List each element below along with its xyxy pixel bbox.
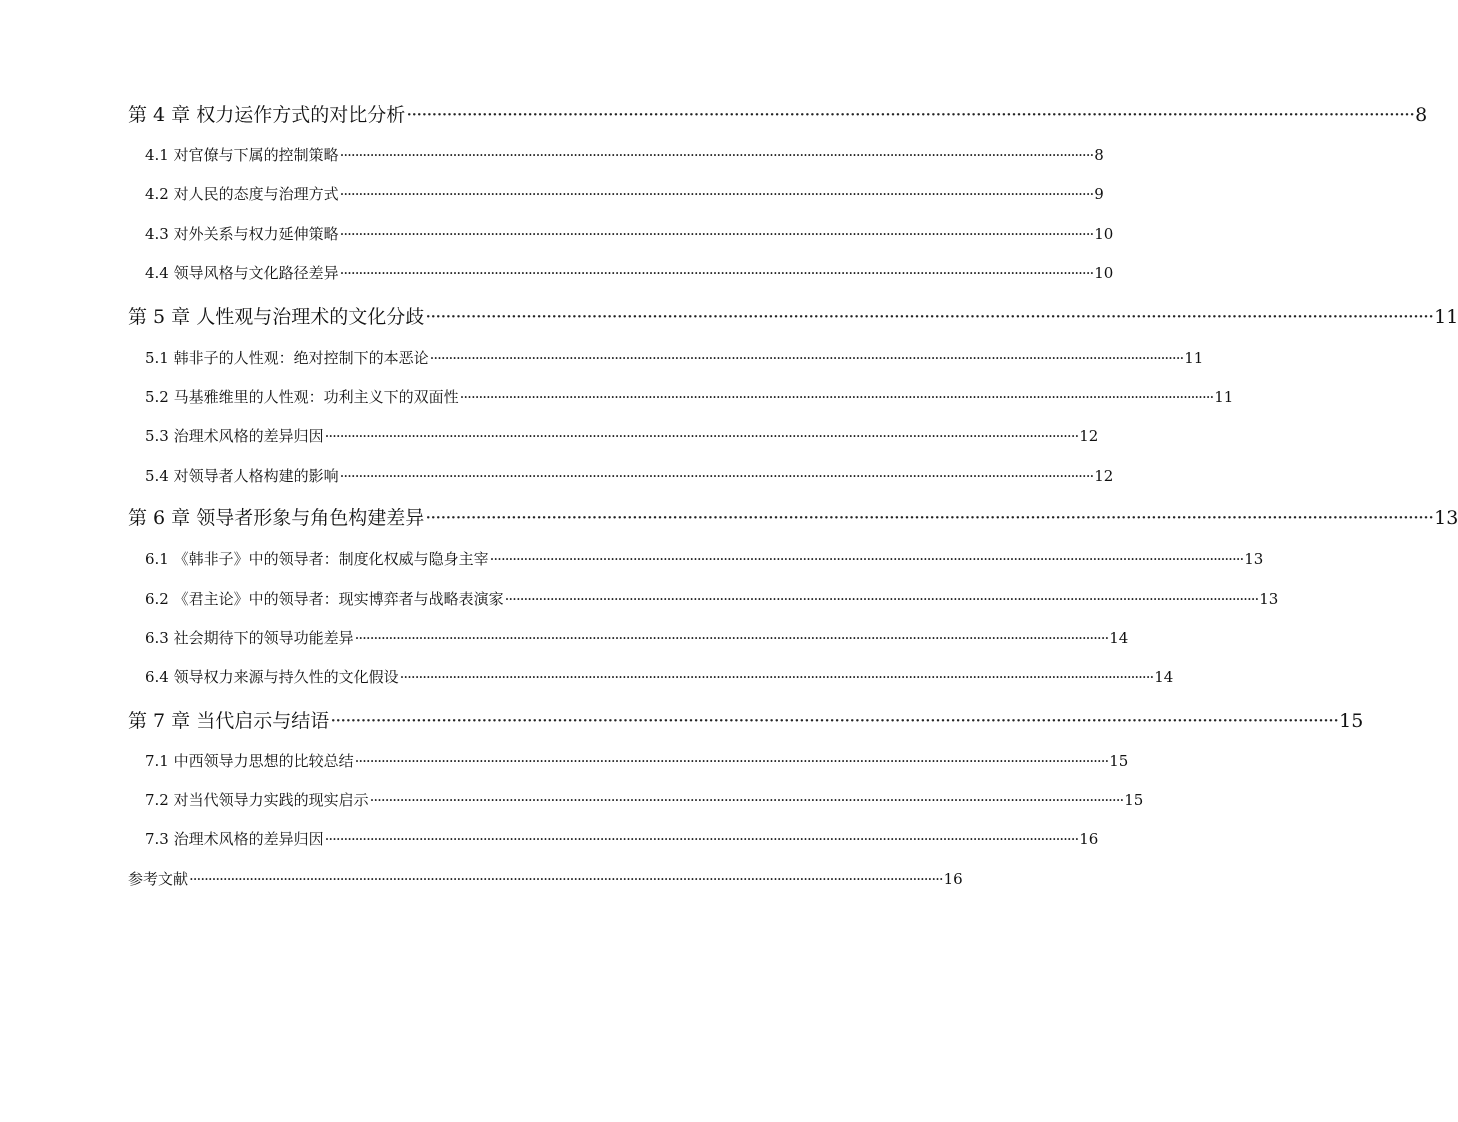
toc-leader-dots: ········································································································································································································ [354,752,1109,770]
toc-entry-title: 4.3 对外关系与权力延伸策略 [145,225,339,243]
toc-page-number: 13 [1259,590,1279,608]
toc-section-entry[interactable] [145,264,1114,282]
toc-leader-dots: ········································································································································································································ [354,629,1109,647]
toc-section-entry[interactable] [145,590,1279,608]
toc-entry-title: 5.4 对领导者人格构建的影响 [145,467,339,485]
toc-entry-title: 4.1 对官僚与下属的控制策略 [145,146,339,164]
toc-leader-dots: ········································································································································································································ [339,264,1094,282]
toc-page-number: 15 [1124,791,1144,809]
toc-chapter-entry[interactable] [128,104,1428,127]
toc-leader-dots: ········································································································································································································ [429,349,1184,367]
toc-entry-title: 5.1 韩非子的人性观：绝对控制下的本恶论 [145,349,429,367]
toc-entry-title: 7.1 中西领导力思想的比较总结 [145,752,354,770]
toc-section-entry[interactable] [145,146,1104,164]
toc-page-number: 8 [1094,146,1104,164]
toc-section-entry[interactable] [145,668,1174,686]
toc-chapter-entry[interactable] [128,306,1458,329]
toc-entry-title: 4.4 领导风格与文化路径差异 [145,264,339,282]
toc-page-number: 11 [1434,306,1458,328]
toc-chapter-entry[interactable] [128,507,1458,530]
toc-leader-dots: ········································································································································································································ [339,146,1094,164]
toc-leader-dots: ········································································································································································································ [504,590,1259,608]
toc-entry-title: 第 5 章 人性观与治理术的文化分歧 [128,306,425,328]
toc-entry-title: 6.4 领导权力来源与持久性的文化假设 [145,668,399,686]
toc-entry-title: 6.3 社会期待下的领导功能差异 [145,629,354,647]
toc-leader-dots: ········································································································································································································ [425,507,1434,529]
toc-leader-dots: ········································································································································································································ [489,550,1244,568]
toc-section-entry[interactable] [145,225,1114,243]
toc-page-number: 12 [1094,467,1114,485]
toc-entry-title: 6.1 《韩非子》中的领导者：制度化权威与隐身主宰 [145,550,489,568]
toc-entry-title: 参考文献 [128,870,189,888]
toc-page-number: 10 [1094,225,1114,243]
toc-section-entry[interactable] [145,752,1129,770]
toc-section-entry[interactable] [145,427,1099,445]
toc-entry-title: 第 7 章 当代启示与结语 [128,710,330,732]
toc-leader-dots: ········································································································································································································ [189,870,943,888]
toc-section-entry[interactable] [145,791,1144,809]
toc-section-entry[interactable] [145,830,1099,848]
toc-leader-dots: ········································································································································································································ [324,830,1079,848]
toc-page-number: 15 [1109,752,1129,770]
toc-page-number: 14 [1154,668,1174,686]
toc-section-entry[interactable] [145,550,1264,568]
toc-references-entry[interactable] [128,870,963,888]
toc-page-number: 12 [1079,427,1099,445]
toc-entry-title: 5.2 马基雅维里的人性观：功利主义下的双面性 [145,388,459,406]
toc-leader-dots: ········································································································································································································ [399,668,1154,686]
toc-entry-title: 7.2 对当代领导力实践的现实启示 [145,791,369,809]
toc-page-number: 16 [1079,830,1099,848]
toc-page-number: 13 [1244,550,1264,568]
toc-entry-title: 4.2 对人民的态度与治理方式 [145,185,339,203]
toc-section-entry[interactable] [145,467,1114,485]
toc-entry-title: 6.2 《君主论》中的领导者：现实博弈者与战略表演家 [145,590,504,608]
toc-leader-dots: ········································································································································································································ [339,467,1094,485]
toc-leader-dots: ········································································································································································································ [324,427,1079,445]
toc-leader-dots: ········································································································································································································ [330,710,1339,732]
toc-page-number: 8 [1415,104,1428,126]
toc-page-number: 9 [1094,185,1104,203]
toc-page-number: 16 [943,870,963,888]
toc-section-entry[interactable] [145,388,1234,406]
toc-entry-title: 第 4 章 权力运作方式的对比分析 [128,104,406,126]
toc-page-number: 10 [1094,264,1114,282]
toc-page-number: 14 [1109,629,1129,647]
toc-leader-dots: ········································································································································································································ [369,791,1124,809]
toc-chapter-entry[interactable] [128,710,1364,733]
toc-section-entry[interactable] [145,185,1104,203]
toc-entry-title: 第 6 章 领导者形象与角色构建差异 [128,507,425,529]
toc-leader-dots: ········································································································································································································ [339,185,1094,203]
toc-leader-dots: ········································································································································································································ [425,306,1434,328]
toc-entry-title: 5.3 治理术风格的差异归因 [145,427,324,445]
toc-entry-title: 7.3 治理术风格的差异归因 [145,830,324,848]
toc-section-entry[interactable] [145,349,1204,367]
toc-page-number: 11 [1184,349,1204,367]
toc-page-number: 13 [1434,507,1458,529]
toc-leader-dots: ········································································································································································································ [339,225,1094,243]
toc-page-number: 15 [1339,710,1364,732]
toc-leader-dots: ········································································································································································································ [406,104,1415,126]
toc-leader-dots: ········································································································································································································ [459,388,1214,406]
toc-section-entry[interactable] [145,629,1129,647]
toc-page-number: 11 [1214,388,1234,406]
